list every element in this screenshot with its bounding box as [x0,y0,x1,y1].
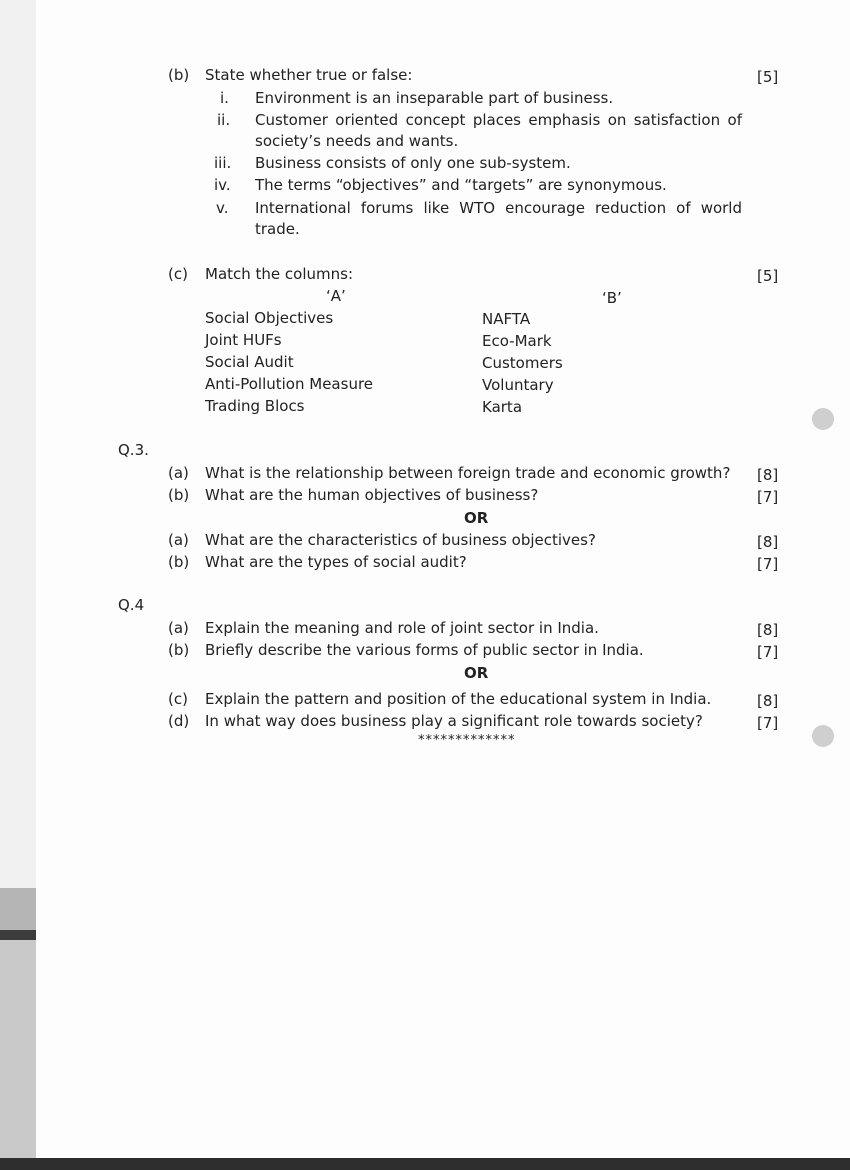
column-a-item: Joint HUFs [205,331,282,349]
punch-hole [812,408,834,430]
q2b-item-num: ii. [217,111,231,129]
q2b-item-text: International forums like WTO encourage reduction of world trade. [255,199,742,238]
q2b-instruction: State whether true or false: [205,66,413,84]
column-a-item: Social Audit [205,353,294,371]
q2b-item-text: The terms “objectives” and “targets” are synonymous. [255,176,667,194]
q2c-instruction: Match the columns: [205,265,354,283]
q3-part-text: What is the relationship between foreign trade and economic growth? [205,464,731,482]
q4-part-marks: [7] [757,643,779,661]
column-a-item: Trading Blocs [205,397,305,415]
q2b-item-num: iii. [214,154,232,172]
q4-part-text: In what way does business play a significant role towards society? [205,712,703,730]
q3-part-marks: [8] [757,466,779,484]
q2c-label: (c) [168,265,188,283]
column-b-item: Customers [482,354,563,372]
q2b-item-num: iv. [214,176,231,194]
q2b-item-text: Environment is an inseparable part of business. [255,89,614,107]
punch-hole [812,725,834,747]
q4-part-label: (c) [168,690,188,708]
column-b-item: Eco-Mark [482,332,552,350]
q4-part-marks: [7] [757,714,779,732]
q4-part-label: (a) [168,619,189,637]
column-b-header: ‘B’ [602,289,622,307]
scan-margin-band [0,940,36,1170]
q2b-item-text: Business consists of only one sub-system. [255,154,571,172]
q4-part-marks: [8] [757,621,779,639]
scan-edge-bottom [0,1158,850,1170]
q3-part-label: (a) [168,464,189,482]
q2b-label: (b) [168,66,190,84]
q4-part-marks: [8] [757,692,779,710]
column-b-item: Karta [482,398,523,416]
q3-part-marks: [7] [757,555,779,573]
q3-number: Q.3. [118,441,149,459]
q3-part-text: What are the characteristics of business objectives? [205,531,596,549]
q3-part-marks: [7] [757,488,779,506]
q3-part-label: (b) [168,486,190,504]
q3-part-label: (b) [168,553,190,571]
q4-part-label: (d) [168,712,190,730]
q4-part-text: Explain the pattern and position of the educational system in India. [205,690,712,708]
q2b-item-text: Customer oriented concept places emphasis on satisfaction of society’s needs and wants. [255,111,742,150]
q2b-marks: [5] [757,68,779,86]
q2b-item-num: i. [220,89,229,107]
q4-part-text: Explain the meaning and role of joint sector in India. [205,619,599,637]
q4-number: Q.4 [118,596,145,614]
column-a-item: Social Objectives [205,309,334,327]
column-a-item: Anti-Pollution Measure [205,375,374,393]
q3-part-text: What are the types of social audit? [205,553,467,571]
column-b-item: NAFTA [482,310,531,328]
q4-or: OR [464,664,489,682]
q3-or: OR [464,509,489,527]
scan-margin-band [0,930,36,940]
exam-page [36,0,850,1158]
q2c-marks: [5] [757,267,779,285]
q3-part-marks: [8] [757,533,779,551]
q3-part-text: What are the human objectives of business? [205,486,539,504]
column-a-header: ‘A’ [326,287,346,305]
column-b-item: Voluntary [482,376,554,394]
q4-part-text: Briefly describe the various forms of public sector in India. [205,641,644,659]
end-of-paper-marker: ************* [418,733,516,748]
q3-part-label: (a) [168,531,189,549]
q2b-item-num: v. [216,199,229,217]
q4-part-label: (b) [168,641,190,659]
scan-margin-band [0,888,36,930]
